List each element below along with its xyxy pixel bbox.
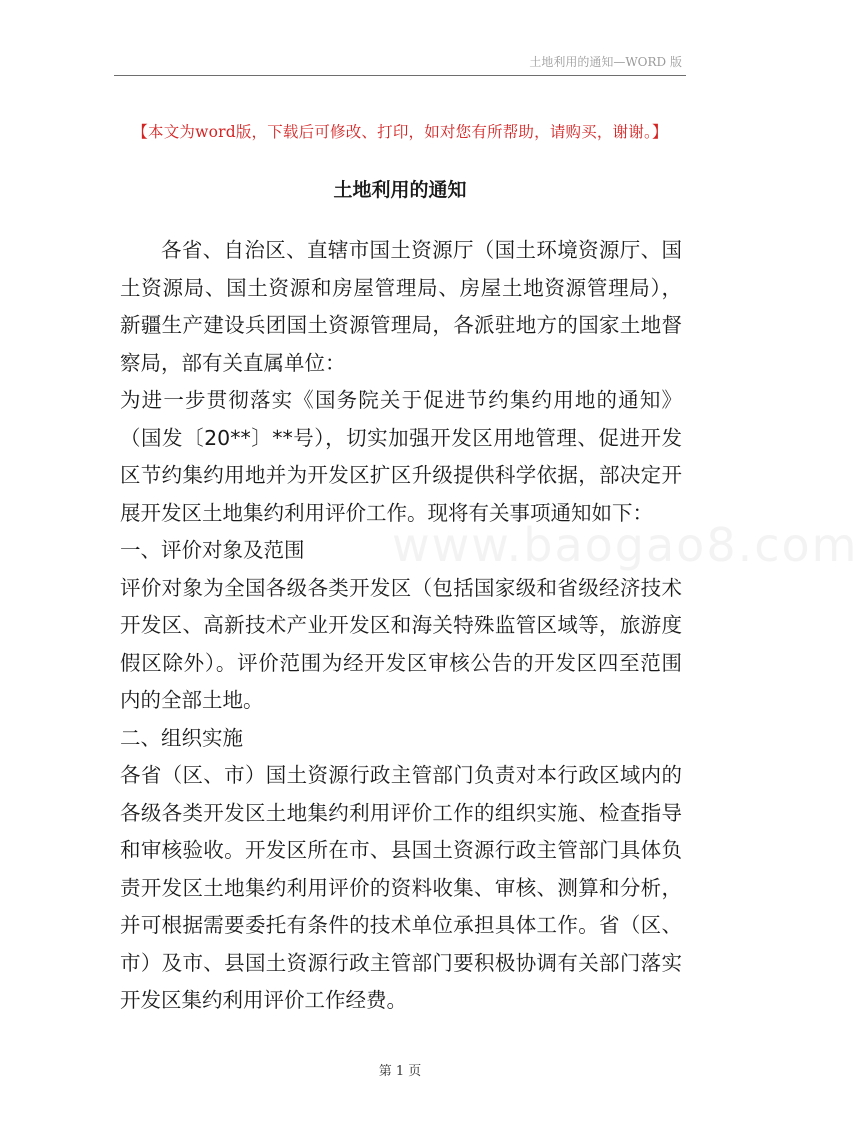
- watermark: www.baogao8.com: [392, 518, 858, 572]
- document-title: 土地利用的通知: [333, 179, 467, 201]
- running-header: 土地利用的通知—WORD 版: [529, 55, 682, 69]
- section-heading-organization: 二、组织实施: [120, 725, 243, 750]
- body-paragraph-intro: 为进一步贯彻落实《国务院关于促进节约集约用地的通知》（国发〔20**〕**号），切实加强开发区用地管理、促进开发区节约集约用地并为开发区扩区升级提供科学依据，部决定开展开发区土地集约利用评价工作。现将有关事项通知如下：: [120, 388, 682, 525]
- body-paragraph-addressees: 各省、自治区、直辖市国土资源厅（国土环境资源厅、国土资源局、国土资源和房屋管理局、房屋土地资源管理局），新疆生产建设兵团国土资源管理局，各派驻地方的国家土地督察局，部有关直属单位：: [120, 238, 682, 375]
- body-paragraph-organization: 各省（区、市）国土资源行政主管部门负责对本行政区域内的各级各类开发区土地集约利用评价工作的组织实施、检查指导和审核验收。开发区所在市、县国土资源行政主管部门具体负责开发区土地集约利用评价的资料收集、审核、测算和分析，并可根据需要委托有条件的技术单位承担具体工作。省（区、市）及市、县国土资源行政主管部门要积极协调有关部门落实开发区集约利用评价工作经费。: [120, 763, 682, 1012]
- section-heading-scope: 一、评价对象及范围: [120, 538, 305, 562]
- purchase-notice: 【本文为word版，下载后可修改、打印，如对您有所帮助，请购买，谢谢。】: [132, 123, 668, 141]
- body-paragraph-scope: 评价对象为全国各级各类开发区（包括国家级和省级经济技术开发区、高新技术产业开发区和海关特殊监管区域等，旅游度假区除外）。评价范围为经开发区审核公告的开发区四至范围内的全部土地。: [120, 575, 682, 712]
- document-body: [120, 232, 682, 1020]
- page-number: 第 1 页: [378, 1064, 422, 1079]
- header-divider: [114, 75, 686, 76]
